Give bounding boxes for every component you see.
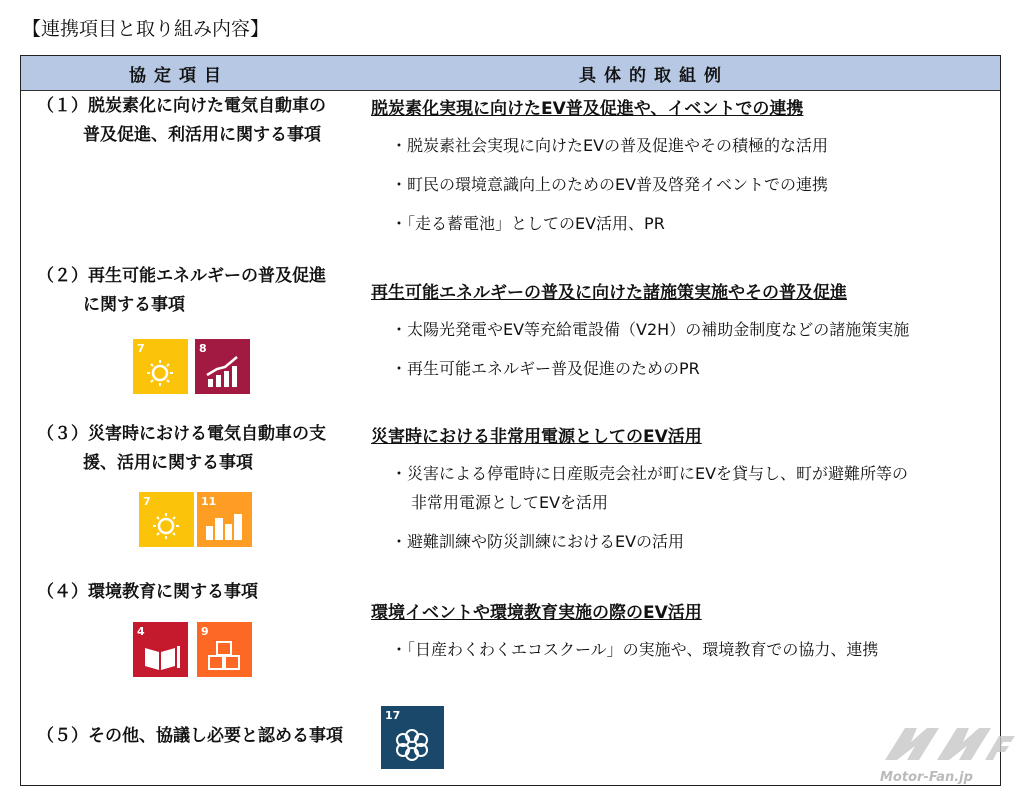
item-5-label: （５）その他、協議し必要と認める事項 <box>37 726 343 746</box>
example-title: 再生可能エネルギーの普及に向けた諸施策実施やその普及促進 <box>371 283 847 303</box>
item-1-examples <box>371 94 828 234</box>
page-title: 【連携項目と取り組み内容】 <box>22 18 270 40</box>
bullet: ・「走る蓄電池」としてのEV活用、PR <box>391 214 665 233</box>
bullet: ・太陽光発電やEV等充給電設備（V2H）の補助金制度などの諸施策実施 <box>391 320 910 339</box>
item-2-examples <box>371 278 909 379</box>
header-agreement-items: 協定項目 <box>129 66 229 86</box>
sdg-17-icon: 17 <box>381 706 444 769</box>
example-title: 災害時における非常用電源としてのEV活用 <box>371 427 702 447</box>
item-3-examples <box>371 422 908 552</box>
motor-fan-logo <box>875 718 1015 798</box>
sdg-4-icon: 4 <box>133 622 188 677</box>
table-header <box>21 56 1000 91</box>
bullet: ・「日産わくわくエコスクール」の実施や、環境教育での協力、連携 <box>391 640 879 659</box>
bullet: ・災害による停電時に日産販売会社が町にEVを貸与し、町が避難所等の 非常用電源としてEVを活用 <box>391 464 909 512</box>
bullet: ・再生可能エネルギー普及促進のためのPR <box>391 359 700 378</box>
sdg-8-icon: 8 <box>195 339 250 394</box>
sdg-9-icon: 9 <box>197 622 252 677</box>
item-3-label: （３）災害時における電気自動車の支 援、活用に関する事項 <box>37 424 326 473</box>
bullet: ・避難訓練や防災訓練におけるEVの活用 <box>391 532 685 551</box>
example-title: 環境イベントや環境教育実施の際のEV活用 <box>371 603 702 623</box>
item-1-label: （１）脱炭素化に向けた電気自動車の 普及促進、利活用に関する事項 <box>37 96 326 145</box>
bullet: ・町民の環境意識向上のためのEV普及啓発イベントでの連携 <box>391 175 829 194</box>
sdg-11-icon: 11 <box>197 492 252 547</box>
watermark-text: Motor-Fan.jp <box>880 770 973 785</box>
bullet: ・脱炭素社会実現に向けたEVの普及促進やその積極的な活用 <box>391 136 829 155</box>
item-4-examples <box>371 598 878 660</box>
item-4-label: （４）環境教育に関する事項 <box>37 582 258 602</box>
agreement-table <box>20 55 1001 786</box>
sdg-7-icon: 7 <box>139 492 194 547</box>
header-specific-examples: 具体的取組例 <box>579 66 729 86</box>
example-title: 脱炭素化実現に向けたEV普及促進や、イベントでの連携 <box>371 99 804 119</box>
sdg-7-icon: 7 <box>133 339 188 394</box>
item-2-label: （２）再生可能エネルギーの普及促進 に関する事項 <box>37 266 326 315</box>
